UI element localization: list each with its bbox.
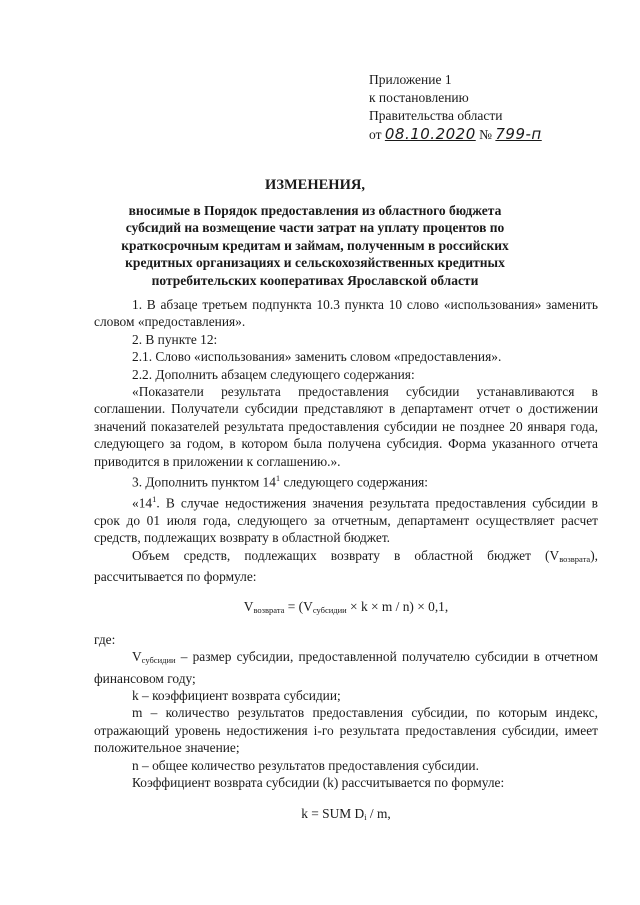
- number-prefix: №: [479, 127, 493, 142]
- appendix-date-line: [369, 125, 542, 144]
- document-subtitle: вносимые в Порядок предоставления из областного бюджета субсидий на возмещение части затрат на уплату процентов по краткосрочным кредитам и займам, полученным в российских кредитных организациях и сельскохозяйственных кредитных потребительских кооперативах Ярославской области: [121, 202, 509, 288]
- definition-k: k – коэффициент возврата субсидии;: [132, 688, 341, 704]
- date-prefix: от: [369, 127, 382, 142]
- definition-v-subsidy: $V_{субсидии}$ – размер субсидии, предоставленной получателю субсидии в отчетном финансовом году;: [94, 649, 598, 686]
- where-label: где:: [94, 631, 116, 647]
- paragraph-2: 2. В пункте 12:: [132, 331, 218, 347]
- paragraph-quote: «Показатели результата предоставления субсидии устанавливаются в соглашении. Получатели субсидии представляют в департамент отчет о достижении значений показателей результата предоставления субсидии не позднее 20 января года, следующего за годом, в котором была получена субсидия. Форма указанного отчета приводится в приложении к соглашению.».: [94, 384, 598, 469]
- definition-n: n – общее количество результатов предоставления субсидии.: [132, 757, 479, 773]
- document-title: ИЗМЕНЕНИЯ,: [265, 177, 365, 193]
- document-body: [94, 296, 598, 837]
- appendix-line2: к постановлению: [369, 90, 469, 105]
- definition-m: m – количество результатов предоставления субсидии, по которым индекс, отражающий уровень недостижения i-го результата предоставления субсидии, имеет положительное значение;: [94, 705, 598, 756]
- paragraph-1: 1. В абзаце третьем подпункта 10.3 пункта 10 слово «использования» заменить словом «предоставления».: [94, 297, 598, 330]
- paragraph-3: 3. Дополнить пунктом $14^1$ следующего содержания:: [132, 473, 428, 490]
- paragraph-14-1: «$14^1$. В случае недостижения значения результата предоставления субсидии в срок до 01 июля года, следующего за отчетным, департамент осуществляет расчет средств, подлежащих возврату в областной бюджет.: [94, 493, 598, 546]
- number-value: 799-п: [495, 125, 542, 143]
- appendix-line1: Приложение 1: [369, 72, 452, 87]
- paragraph-coefficient: Коэффициент возврата субсидии (k) рассчитывается по формуле:: [132, 775, 505, 791]
- formula-refund: $V_{возврата} = (V_{субсидии} \times k \times m / n) \times 0,1$,: [243, 599, 449, 616]
- date-value: 08.10.2020: [384, 125, 476, 143]
- appendix-line3: Правительства области: [369, 108, 503, 123]
- paragraph-volume: Объем средств, подлежащих возврату в областной бюджет $(V_{возврата})$, рассчитывается по формуле:: [94, 547, 598, 585]
- paragraph-2-1: 2.1. Слово «использования» заменить словом «предоставления».: [132, 349, 502, 365]
- document-heading: [100, 177, 530, 289]
- paragraph-2-2: 2.2. Дополнить абзацем следующего содержания:: [132, 366, 415, 382]
- appendix-block: [369, 71, 542, 144]
- formula-coefficient: k = SUM $D_i$ / m,: [301, 805, 391, 822]
